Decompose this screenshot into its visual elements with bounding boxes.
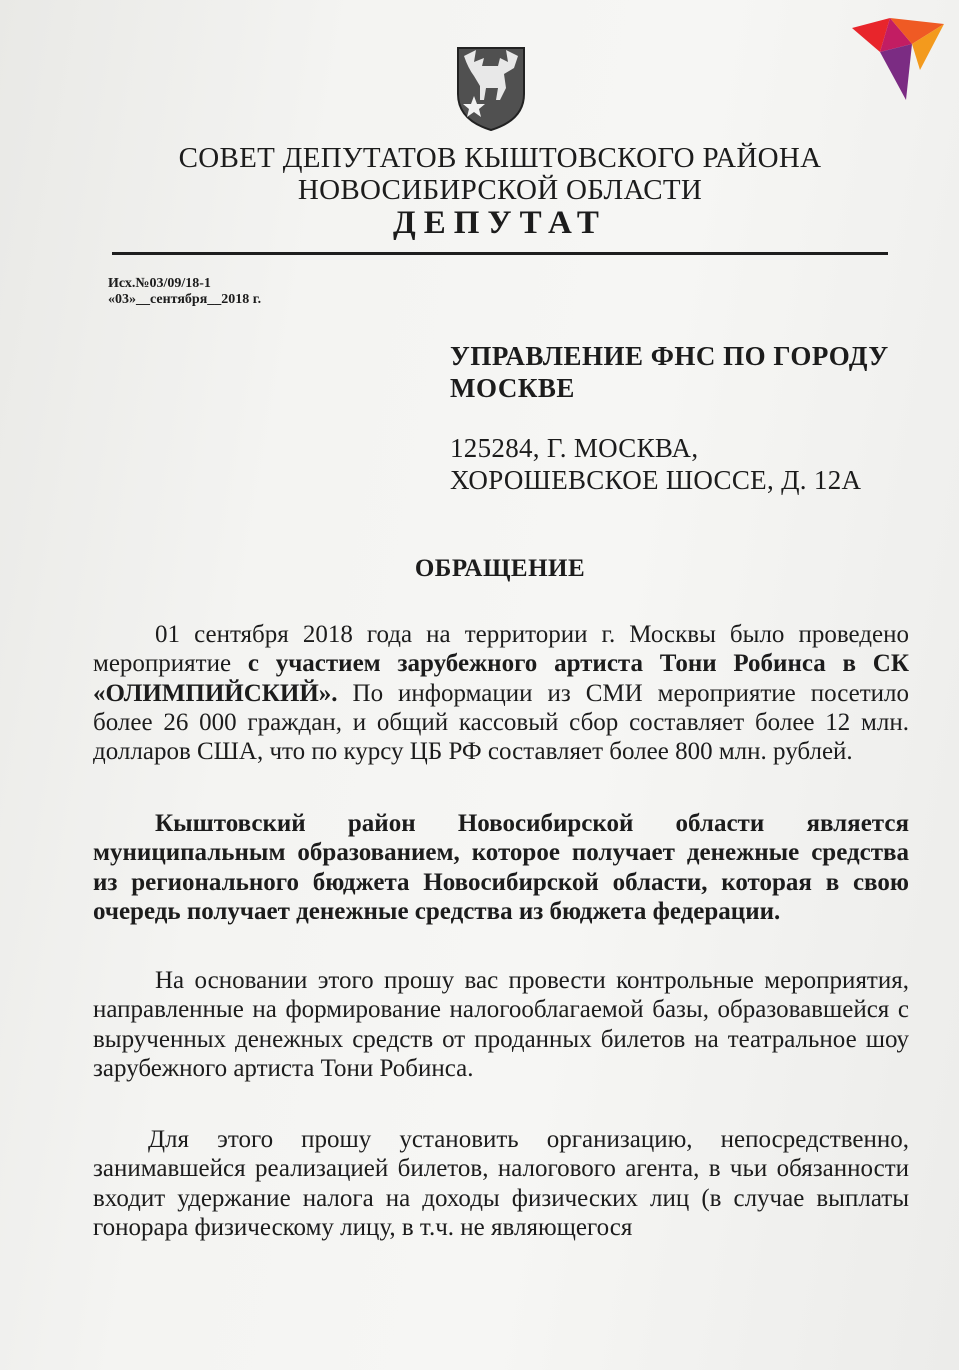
council-name-line1: СОВЕТ ДЕПУТАТОВ КЫШТОВСКОГО РАЙОНА — [178, 142, 822, 174]
outgoing-date: «03»__сентября__2018 г. — [108, 292, 262, 307]
paragraph-2: Кыштовский район Новосибирской области является муниципальным образованием, которое получает денежные средства из регионального бюджета Новосибирской области, которая в свою очередь получает денежные средства из бюджета федерации. — [93, 810, 909, 925]
paragraph-1-start: 01 сентября 2018 года на территории г. Москвы было проведено мероприятие — [93, 621, 909, 678]
document-title: ОБРАЩЕНИЕ — [414, 555, 586, 582]
paragraph-1-end: По информации из СМИ мероприятие посетило более 26 000 граждан, и общий кассовый сбор составляет более 12 млн. долларов США, что по курсу ЦБ РФ составляет более 800 млн. рублей. — [93, 679, 909, 766]
recipient-address-line2: ХОРОШЕВСКОЕ ШОССЕ, Д. 12А — [450, 465, 862, 495]
bird-logo-icon — [850, 14, 946, 106]
council-name-line2: НОВОСИБИРСКОЙ ОБЛАСТИ — [297, 174, 703, 206]
paragraph-1 — [93, 620, 909, 766]
paragraph-1-bold: с участием зарубежного артиста Тони Робинса в СК «ОЛИМПИЙСКИЙ». — [93, 650, 909, 707]
outgoing-number: Исх.№03/09/18-1 — [108, 276, 211, 291]
paragraph-4: Для этого прошу установить организацию, непосредственно, занимавшейся реализацией билетов, налогового агента, в чьи обязанности входит удержание налога на доходы физических лиц (в случае выплаты гонорара физическому лицу, в т.ч. не являющегося — [93, 1126, 909, 1241]
recipient-address-line1: 125284, Г. МОСКВА, — [450, 433, 699, 463]
recipient-name: УПРАВЛЕНИЕ ФНС ПО ГОРОДУ МОСКВЕ — [450, 341, 889, 403]
paragraph-3: На основании этого прошу вас провести контрольные мероприятия, направленные на формирование налогооблагаемой базы, образовавшейся с вырученных денежных средств от проданных билетов на театральное шоу зарубежного артиста Тони Робинса. — [93, 967, 909, 1082]
header-divider — [112, 252, 888, 255]
deputy-role-heading: ДЕПУТАТ — [393, 205, 607, 241]
recipient-address — [450, 432, 920, 496]
coat-of-arms-icon — [454, 44, 528, 132]
